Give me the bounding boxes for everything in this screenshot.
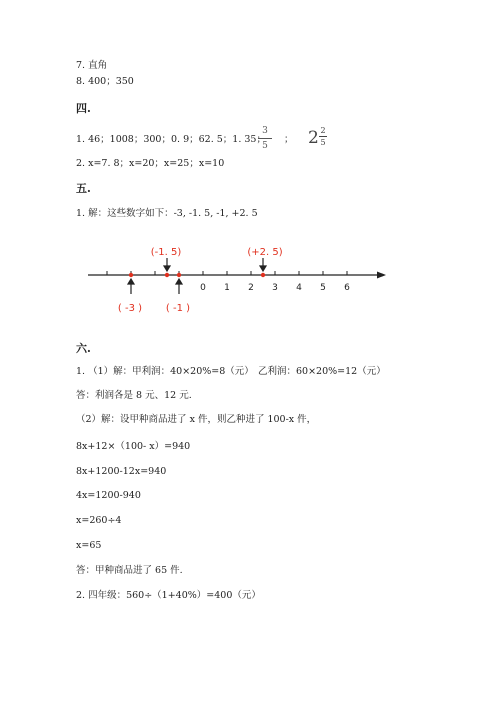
separator: ； <box>284 134 294 145</box>
mixed-whole: 2 <box>308 128 319 148</box>
point-minus-1 <box>177 273 181 277</box>
tick-label-4: 4 <box>296 283 302 293</box>
mixed-number-two-and-two-fifths <box>308 126 326 148</box>
tick-label-0: 0 <box>200 283 206 293</box>
equation-line-4: x=260÷4 <box>76 515 122 526</box>
fraction-numerator: 3 <box>262 126 268 136</box>
down-arrow-icon <box>164 258 170 271</box>
mixed-denominator: 5 <box>320 138 326 147</box>
tick-label-1: 1 <box>224 283 230 293</box>
answer-6-1-part-a: 1. （1）解：甲利润：40×20%=8（元） <box>76 366 254 377</box>
label-minus-1-5: (-1. 5) <box>150 247 182 258</box>
equation-line-1: 8x+12×（100- x）=940 <box>76 441 191 452</box>
equation-line-3: 4x=1200-940 <box>76 490 141 501</box>
section-heading-5: 五. <box>76 182 91 195</box>
answer-6-1-part-b: 乙利润：60×20%=12（元） <box>258 366 386 377</box>
answer-line-8: 8. 400；350 <box>76 76 134 87</box>
answer-line-7: 7. 直角 <box>76 60 108 71</box>
tick-label-3: 3 <box>272 283 278 293</box>
fraction-denominator: 5 <box>262 141 268 151</box>
equation-line-2: 8x+1200-12x=940 <box>76 466 167 477</box>
fraction-three-fifths <box>258 126 272 151</box>
equation-line-5: x=65 <box>76 540 102 551</box>
section-heading-4: 四. <box>76 102 91 115</box>
tick-label-6: 6 <box>344 283 350 293</box>
label-minus-1: ( -1 ) <box>165 303 191 314</box>
tick-marks <box>107 271 347 275</box>
answer-4-1: 1. 46；1008；300；0. 9；62. 5；1. 35； <box>76 134 266 145</box>
label-minus-3: ( -3 ) <box>117 303 143 314</box>
point-plus-2-5 <box>261 273 265 277</box>
down-arrow-icon <box>260 258 266 271</box>
answer-5-1: 1. 解：这些数字如下：-3, -1. 5, -1, +2. 5 <box>76 208 258 219</box>
point-minus-1-5 <box>165 273 169 277</box>
answer-6-2: 答：利润各是 8 元、12 元. <box>76 390 192 401</box>
answer-6-5: 2. 四年级：560÷（1+40%）=400（元） <box>76 590 261 601</box>
arrowhead-icon <box>377 272 386 279</box>
up-arrow-icon <box>176 279 182 294</box>
up-arrow-icon <box>128 279 134 294</box>
point-minus-3 <box>129 273 133 277</box>
section-heading-6: 六. <box>76 342 91 355</box>
label-plus-2-5: (+2. 5) <box>247 247 283 258</box>
answer-4-2: 2. x=7. 8；x=20；x=25；x=10 <box>76 158 225 169</box>
tick-label-5: 5 <box>320 283 326 293</box>
number-line-diagram <box>0 238 500 338</box>
tick-label-2: 2 <box>248 283 254 293</box>
answer-6-3: （2）解：设甲种商品进了 x 件，则乙种进了 100-x 件， <box>76 414 317 425</box>
answer-6-4: 答：甲种商品进了 65 件. <box>76 565 183 576</box>
mixed-numerator: 2 <box>320 126 326 135</box>
